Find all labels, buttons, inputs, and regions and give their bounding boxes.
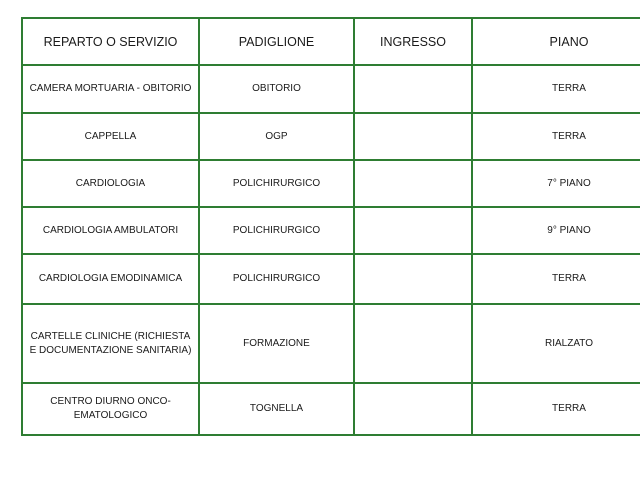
cell-piano: TERRA xyxy=(472,254,640,304)
cell-ingresso xyxy=(354,207,472,254)
table-row xyxy=(22,65,640,113)
cell-ingresso xyxy=(354,254,472,304)
cell-reparto: CARTELLE CLINICHE (RICHIESTA E DOCUMENTAZIONE SANITARIA) xyxy=(22,304,199,383)
header-padiglione: PADIGLIONE xyxy=(199,18,354,65)
cell-padiglione: TOGNELLA xyxy=(199,383,354,435)
header-piano: PIANO xyxy=(472,18,640,65)
cell-padiglione: POLICHIRURGICO xyxy=(199,160,354,207)
table-header-row xyxy=(22,18,640,65)
cell-reparto: CAPPELLA xyxy=(22,113,199,160)
cell-piano: TERRA xyxy=(472,113,640,160)
cell-reparto: CARDIOLOGIA EMODINAMICA xyxy=(22,254,199,304)
table-row xyxy=(22,207,640,254)
cell-ingresso xyxy=(354,160,472,207)
cell-piano: RIALZATO xyxy=(472,304,640,383)
cell-reparto: CAMERA MORTUARIA - OBITORIO xyxy=(22,65,199,113)
table-row xyxy=(22,254,640,304)
cell-padiglione: FORMAZIONE xyxy=(199,304,354,383)
cell-piano: 9° PIANO xyxy=(472,207,640,254)
table-row xyxy=(22,113,640,160)
table-row xyxy=(22,160,640,207)
cell-ingresso xyxy=(354,113,472,160)
cell-reparto: CARDIOLOGIA xyxy=(22,160,199,207)
cell-ingresso xyxy=(354,383,472,435)
cell-padiglione: OGP xyxy=(199,113,354,160)
table-row xyxy=(22,383,640,435)
header-reparto: REPARTO O SERVIZIO xyxy=(22,18,199,65)
cell-ingresso xyxy=(354,304,472,383)
cell-piano: TERRA xyxy=(472,65,640,113)
cell-padiglione: POLICHIRURGICO xyxy=(199,207,354,254)
cell-piano: TERRA xyxy=(472,383,640,435)
header-ingresso: INGRESSO xyxy=(354,18,472,65)
departments-table-container xyxy=(21,17,619,436)
departments-table xyxy=(21,17,640,436)
cell-piano: 7° PIANO xyxy=(472,160,640,207)
cell-padiglione: OBITORIO xyxy=(199,65,354,113)
cell-reparto: CENTRO DIURNO ONCO-EMATOLOGICO xyxy=(22,383,199,435)
cell-ingresso xyxy=(354,65,472,113)
table-row xyxy=(22,304,640,383)
cell-reparto: CARDIOLOGIA AMBULATORI xyxy=(22,207,199,254)
cell-padiglione: POLICHIRURGICO xyxy=(199,254,354,304)
